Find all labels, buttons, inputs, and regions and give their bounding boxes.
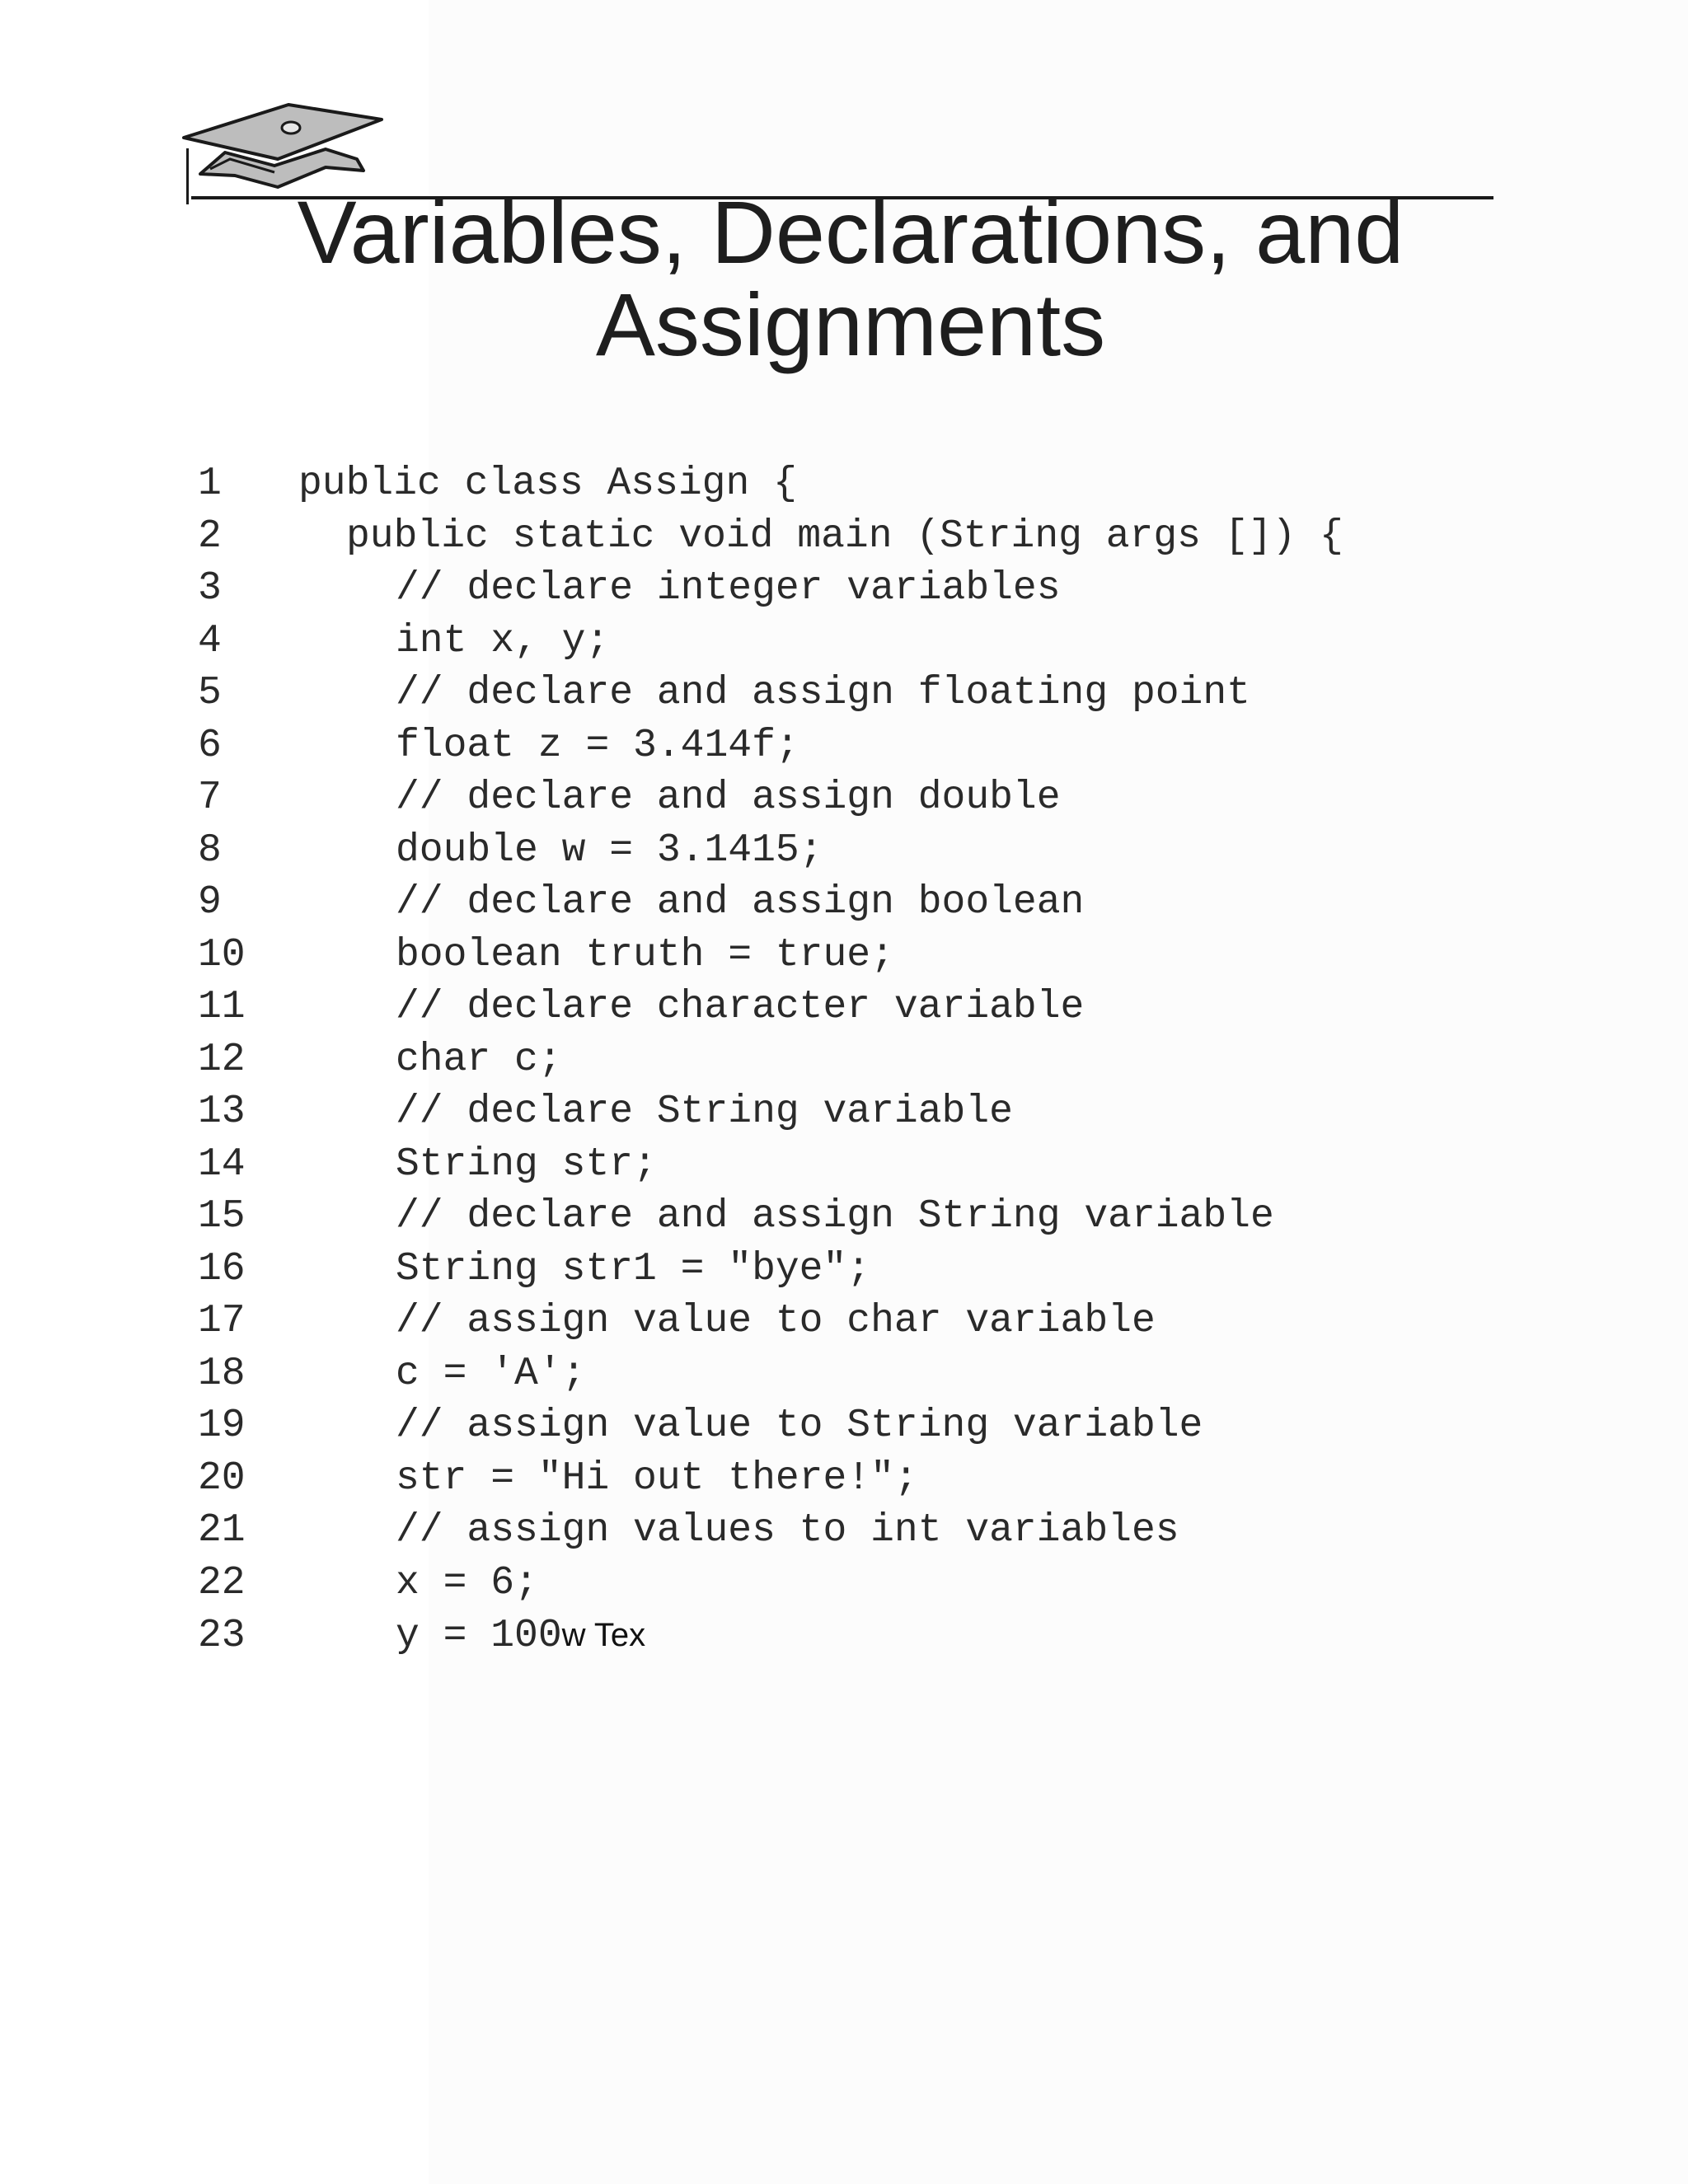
code-text: x = 6; — [396, 1560, 538, 1605]
code-line — [198, 877, 1550, 930]
line-number: 11 — [198, 985, 246, 1029]
line-number: 4 — [198, 618, 222, 663]
code-text: float z = 3.414f; — [396, 723, 799, 768]
line-number: 9 — [198, 880, 222, 925]
code-line — [198, 1296, 1550, 1348]
line-number: 12 — [198, 1037, 246, 1082]
code-text: String str1 = "bye"; — [396, 1246, 871, 1291]
code-line — [198, 1034, 1550, 1087]
code-line — [198, 1558, 1550, 1610]
code-line — [198, 982, 1550, 1034]
line-number: 19 — [198, 1404, 246, 1448]
code-line — [198, 1610, 1550, 1662]
code-text: c = 'A'; — [396, 1351, 586, 1396]
line-number: 1 — [198, 462, 222, 506]
code-line — [198, 825, 1550, 878]
line-number: 23 — [198, 1614, 246, 1658]
code-line — [198, 511, 1550, 564]
code-line — [198, 1191, 1550, 1244]
code-text: String str; — [396, 1141, 657, 1187]
code-line — [198, 1505, 1550, 1558]
line-number: 3 — [198, 566, 222, 611]
line-number: 8 — [198, 827, 222, 873]
code-text: // declare and assign boolean — [396, 880, 1085, 925]
code-text: // declare and assign String variable — [396, 1194, 1274, 1239]
line-number: 7 — [198, 776, 222, 820]
code-text: int x, y; — [396, 618, 610, 663]
line-number: 22 — [198, 1560, 246, 1605]
code-text: str = "Hi out there!"; — [396, 1455, 918, 1501]
line-number: 15 — [198, 1194, 246, 1239]
code-text: // declare and assign floating point — [396, 671, 1250, 715]
code-text: public static void main (String args []) { — [346, 513, 1343, 559]
code-text: // assign value to String variable — [396, 1404, 1203, 1448]
code-line — [198, 720, 1550, 773]
code-text: public class Assign { — [298, 462, 797, 506]
line-number: 2 — [198, 513, 222, 559]
line-number: 18 — [198, 1351, 246, 1396]
code-listing — [198, 458, 1550, 1662]
header-rule-tick — [186, 148, 189, 204]
code-line — [198, 1453, 1550, 1506]
code-text: // declare integer variables — [396, 566, 1061, 611]
code-line — [198, 772, 1550, 825]
code-line — [198, 616, 1550, 668]
code-line — [198, 458, 1550, 511]
line-number: 20 — [198, 1455, 246, 1501]
slide-title-line: Variables, Declarations, and — [297, 182, 1404, 282]
line-number: 14 — [198, 1141, 246, 1187]
code-line — [198, 1086, 1550, 1139]
code-text: // declare character variable — [396, 985, 1085, 1029]
trailing-artifact-text: w Tex — [561, 1617, 646, 1653]
line-number: 6 — [198, 723, 222, 768]
code-line — [198, 668, 1550, 720]
line-number: 13 — [198, 1090, 246, 1134]
code-text: y = 100 — [396, 1614, 562, 1658]
code-text: boolean truth = true; — [396, 932, 894, 977]
slide-title-line: Assignments — [595, 274, 1106, 374]
code-text: // assign values to int variables — [396, 1508, 1179, 1553]
line-number: 5 — [198, 671, 222, 715]
code-line — [198, 1348, 1550, 1401]
line-number: 17 — [198, 1299, 246, 1343]
slide-title — [191, 182, 1510, 374]
code-line — [198, 1139, 1550, 1192]
code-text: double w = 3.1415; — [396, 827, 823, 873]
code-line — [198, 1244, 1550, 1296]
code-text: char c; — [396, 1037, 562, 1082]
code-line — [198, 563, 1550, 616]
line-number: 10 — [198, 932, 246, 977]
line-number: 21 — [198, 1508, 246, 1553]
line-number: 16 — [198, 1246, 246, 1291]
code-line — [198, 930, 1550, 982]
code-text: // declare and assign double — [396, 776, 1061, 820]
code-line — [198, 1400, 1550, 1453]
code-text: // declare String variable — [396, 1090, 1013, 1134]
code-text: // assign value to char variable — [396, 1299, 1156, 1343]
